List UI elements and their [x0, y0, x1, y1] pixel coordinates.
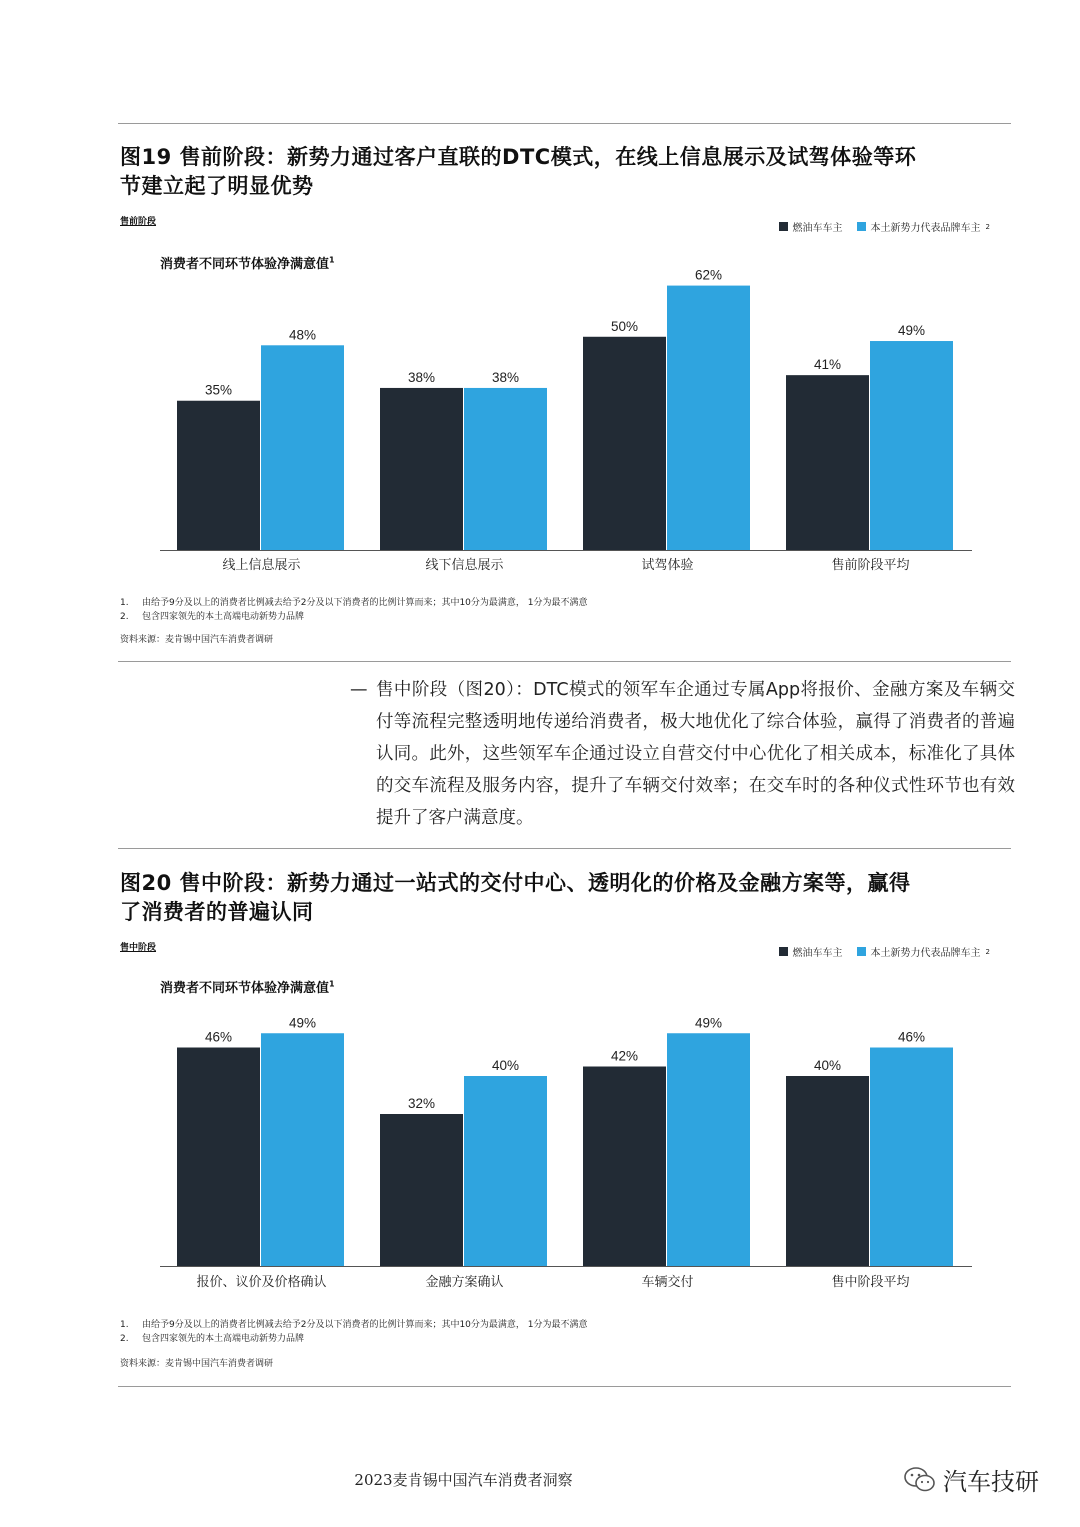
figure-19-title-line1: 图19 售前阶段：新势力通过客户直联的DTC模式，在线上信息展示及试驾体验等环: [120, 145, 917, 169]
legend-item-nev: [857, 944, 990, 959]
data-label-ice-2: 50%: [610, 318, 639, 334]
note-2: [120, 610, 588, 624]
chart-label-text: 消费者不同环节体验净满意值: [160, 981, 330, 996]
category-label-2: 车辆交付: [641, 1275, 694, 1290]
top-divider: [118, 123, 1011, 124]
note-2: [120, 1332, 588, 1346]
note-1-text: 由给予9分及以上的消费者比例减去给予2分及以下消费者的比例计算而来；其中10分为最满意， 1分为最不满意: [142, 1320, 588, 1330]
data-label-ice-3: 41%: [813, 357, 842, 373]
note-1: [120, 1318, 588, 1332]
figure-20-legend: [771, 944, 990, 959]
data-label-ice-0: 35%: [204, 382, 233, 398]
watermark-text: 汽车技研: [943, 1468, 1039, 1496]
bar-nev-0: [261, 1033, 344, 1266]
figure-20-section-tag: 售中阶段: [120, 943, 157, 953]
figure-19-source: 资料来源：麦肯锡中国汽车消费者调研: [120, 635, 274, 645]
bar-nev-0: [261, 345, 344, 550]
data-label-nev-3: 49%: [897, 323, 926, 339]
body-paragraph: 售中阶段（图20）：DTC模式的领军车企通过专属App将报价、金融方案及车辆交付等流程完整透明地传递给消费者，极大地优化了综合体验，赢得了消费者的普遍认同。此外，这些领军车企通过设立自营交付中心优化了相关成本，标准化了具体的交车流程及服务内容，提升了车辆交付效率；在交车时的各种仪式性环节也有效提升了客户满意度。: [376, 680, 1015, 828]
page-footer-title: 2023麦肯锡中国汽车消费者洞察: [354, 1471, 573, 1489]
bar-ice-0: [177, 401, 260, 550]
bar-ice-1: [380, 1114, 463, 1266]
legend-swatch-blue: [857, 947, 866, 956]
bar-ice-0: [177, 1048, 260, 1267]
figure-19-bar-chart: [118, 260, 1011, 590]
legend-swatch-blue: [857, 222, 866, 231]
note-2-num: 2.: [120, 1334, 129, 1344]
data-label-ice-3: 40%: [813, 1058, 842, 1073]
note-1-text: 由给予9分及以上的消费者比例减去给予2分及以下消费者的比例计算而来；其中10分为最满意， 1分为最不满意: [142, 598, 588, 608]
bar-ice-2: [583, 337, 666, 550]
figure-19-title-line2: 节建立起了明显优势: [120, 174, 314, 198]
chart-label-footnote-mark: 1: [329, 979, 335, 989]
note-2-text: 包含四家领先的本土高端电动新势力品牌: [142, 1334, 305, 1344]
legend-label-nev: 本土新势力代表品牌车主: [870, 223, 981, 234]
data-label-nev-0: 49%: [288, 1015, 317, 1031]
chart-label-footnote-mark: 1: [329, 255, 335, 265]
category-label-1: 线下信息展示: [425, 558, 504, 573]
bar-ice-3: [786, 375, 869, 550]
figure-20-notes: [120, 1318, 588, 1346]
chart-label-text: 消费者不同环节体验净满意值: [160, 257, 330, 272]
category-label-2: 试驾体验: [641, 558, 694, 573]
bar-ice-1: [380, 388, 463, 550]
category-label-3: 售中阶段平均: [831, 1275, 910, 1290]
figure-20-title: [120, 869, 1000, 927]
legend-swatch-dark: [779, 222, 788, 231]
category-label-1: 金融方案确认: [425, 1275, 504, 1290]
bar-nev-1: [464, 388, 547, 550]
figure-19-title: [120, 143, 1000, 201]
data-label-ice-0: 46%: [204, 1029, 233, 1045]
figure-19-section-tag: 售前阶段: [120, 217, 157, 227]
figure-20-chart-label: [160, 977, 335, 996]
bar-nev-3: [870, 341, 953, 550]
category-label-0: 报价、议价及价格确认: [196, 1275, 327, 1290]
legend-footnote-mark: 2: [985, 947, 990, 956]
data-label-nev-0: 48%: [288, 327, 317, 343]
note-1-num: 1.: [120, 598, 129, 608]
data-label-nev-1: 40%: [491, 1058, 520, 1073]
legend-footnote-mark: 2: [985, 222, 990, 231]
section-divider-3: [118, 1386, 1011, 1387]
legend-item-nev: [857, 219, 990, 234]
data-label-nev-3: 46%: [897, 1029, 926, 1045]
data-label-ice-1: 38%: [407, 369, 436, 385]
legend-item-ice: [779, 944, 843, 959]
section-divider-1: [118, 661, 1011, 662]
figure-19-legend: [771, 219, 990, 234]
legend-swatch-dark: [779, 947, 788, 956]
data-label-ice-2: 42%: [610, 1048, 639, 1064]
note-1-num: 1.: [120, 1320, 129, 1330]
watermark: [903, 1462, 1039, 1497]
bar-ice-3: [786, 1076, 869, 1266]
section-divider-2: [118, 848, 1011, 849]
bar-nev-3: [870, 1048, 953, 1267]
figure-20-bar-chart: [118, 1000, 1011, 1306]
data-label-nev-2: 49%: [694, 1015, 723, 1031]
note-2-num: 2.: [120, 612, 129, 622]
wechat-icon: [903, 1465, 937, 1495]
category-label-0: 线上信息展示: [222, 558, 301, 573]
bar-nev-1: [464, 1076, 547, 1266]
bullet-dash: —: [350, 680, 368, 700]
note-1: [120, 596, 588, 610]
figure-20-source: 资料来源：麦肯锡中国汽车消费者调研: [120, 1359, 274, 1369]
data-label-nev-2: 62%: [694, 267, 723, 283]
figure-20-title-line2: 了消费者的普遍认同: [120, 900, 314, 924]
legend-label-ice: 燃油车车主: [792, 948, 843, 959]
data-label-nev-1: 38%: [491, 369, 520, 385]
bar-ice-2: [583, 1067, 666, 1267]
note-2-text: 包含四家领先的本土高端电动新势力品牌: [142, 612, 305, 622]
figure-20-title-line1: 图20 售中阶段：新势力通过一站式的交付中心、透明化的价格及金融方案等，赢得: [120, 871, 911, 895]
data-label-ice-1: 32%: [407, 1096, 436, 1111]
bar-nev-2: [667, 286, 750, 550]
legend-label-nev: 本土新势力代表品牌车主: [870, 948, 981, 959]
category-label-3: 售前阶段平均: [831, 558, 910, 573]
legend-label-ice: 燃油车车主: [792, 223, 843, 234]
bar-nev-2: [667, 1033, 750, 1266]
figure-19-notes: [120, 596, 588, 624]
body-paragraph-block: [350, 674, 1015, 834]
legend-item-ice: [779, 219, 843, 234]
